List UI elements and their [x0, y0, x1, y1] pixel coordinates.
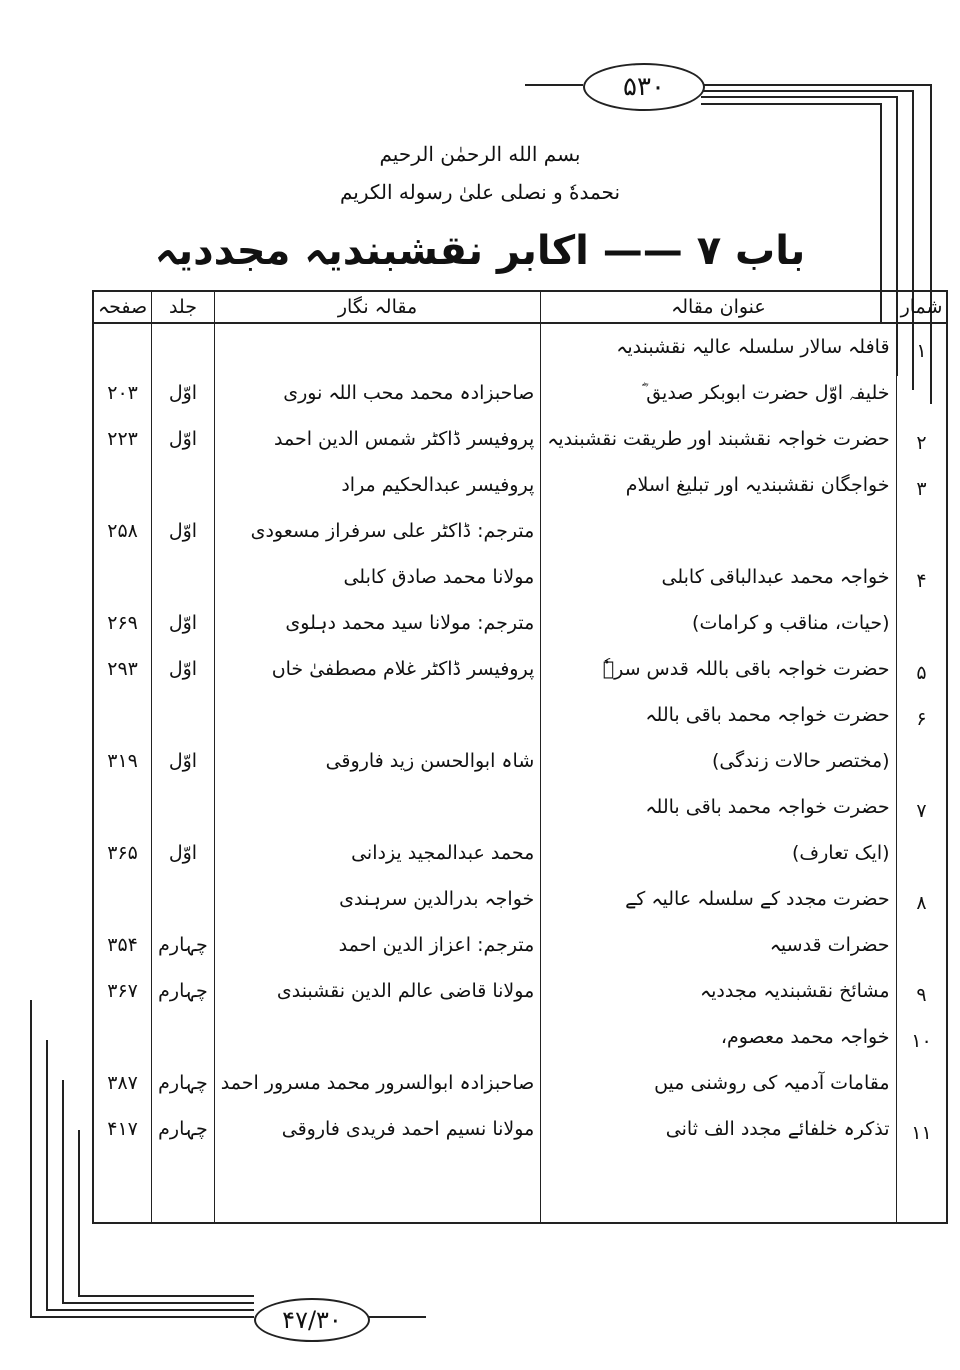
- frame-line: [78, 1295, 254, 1297]
- title-line: خلیفہ اوّل حضرت ابوبکر صدیق ؓ: [641, 382, 890, 404]
- filler-cell: [152, 1152, 215, 1223]
- row-title: [541, 968, 896, 1014]
- row-volume: [152, 416, 215, 462]
- title-line: (حیات، مناقب و کرامات): [692, 612, 890, 634]
- row-number-text: ۶: [916, 708, 927, 730]
- row-page: [93, 876, 152, 968]
- volume-text: چہارم: [158, 1118, 208, 1140]
- table-row: [93, 1014, 947, 1106]
- row-title: [541, 416, 896, 462]
- row-title: [541, 784, 896, 876]
- title-line: حضرت خواجہ محمد باقی باللہ: [645, 704, 890, 726]
- header-title: عنوان مقالہ: [541, 291, 896, 323]
- volume-text: چہارم: [158, 1072, 208, 1094]
- row-volume: [152, 646, 215, 692]
- row-number: [896, 784, 947, 876]
- page-number-bottom: ۴۷/۳۰: [254, 1298, 370, 1342]
- row-page: [93, 554, 152, 646]
- row-author: [214, 462, 541, 554]
- row-page: [93, 1014, 152, 1106]
- page-text: ۳۶۵: [107, 842, 138, 864]
- row-volume: [152, 554, 215, 646]
- row-page: [93, 1106, 152, 1152]
- frame-line: [30, 1316, 254, 1318]
- page-number-top: ۵۳۰: [583, 63, 705, 111]
- row-author: [214, 968, 541, 1014]
- page-text: ۳۸۷: [107, 1072, 138, 1094]
- table-row: [93, 876, 947, 968]
- row-number: [896, 1014, 947, 1106]
- page-text: ۲۰۳: [107, 382, 138, 404]
- title-line: حضرت خواجہ محمد باقی باللہ: [645, 796, 890, 818]
- contents-table: [92, 290, 948, 1224]
- row-volume: [152, 1014, 215, 1106]
- page-text: ۲۶۹: [107, 612, 138, 634]
- row-author: [214, 784, 541, 876]
- author-line: مترجم: مولانا سید محمد دہلوی: [285, 612, 535, 634]
- title-line: [547, 508, 889, 554]
- frame-line: [62, 1080, 64, 1303]
- row-page: [93, 646, 152, 692]
- header-volume: جلد: [152, 291, 215, 323]
- row-volume: [152, 323, 215, 416]
- author-line: مترجم: اعزاز الدین احمد: [338, 934, 535, 956]
- row-number: [896, 462, 947, 554]
- row-number: [896, 968, 947, 1014]
- row-volume: [152, 968, 215, 1014]
- row-number-text: ۲: [916, 432, 927, 454]
- row-title: [541, 876, 896, 968]
- filler-cell: [541, 1152, 896, 1223]
- row-volume: [152, 1106, 215, 1152]
- page-text: ۴۱۷: [107, 1118, 138, 1140]
- title-line: حضرات قدسیہ: [769, 934, 890, 956]
- author-line: [221, 1014, 535, 1060]
- frame-line: [701, 96, 897, 98]
- table-row: [93, 554, 947, 646]
- volume-text: اوّل: [168, 612, 198, 634]
- row-number: [896, 1106, 947, 1152]
- row-page: [93, 968, 152, 1014]
- row-number: [896, 692, 947, 784]
- title-line: مشائخ نقشبندیہ مجددیہ: [700, 980, 890, 1002]
- frame-line: [701, 90, 913, 92]
- row-volume: [152, 692, 215, 784]
- volume-text: اوّل: [168, 658, 198, 680]
- author-line: مولانا محمد صادق کابلی: [343, 566, 535, 588]
- row-volume: [152, 876, 215, 968]
- frame-line: [78, 1130, 80, 1296]
- author-line: مترجم: ڈاکٹر علی سرفراز مسعودی: [250, 520, 535, 542]
- title-line: حضرت خواجہ نقشبند اور طریقت نقشبندیہ: [547, 428, 890, 450]
- chapter-title: باب ۷ —— اکابر نقشبندیہ مجددیہ: [154, 228, 806, 274]
- page-text: ۳۶۷: [107, 980, 138, 1002]
- author-line: صاحبزادہ محمد محب اللہ نوری: [283, 382, 535, 404]
- volume-text: اوّل: [168, 750, 198, 772]
- row-number-text: ۷: [916, 800, 927, 822]
- filler-cell: [93, 1152, 152, 1223]
- row-page: [93, 692, 152, 784]
- row-title: [541, 323, 896, 416]
- row-title: [541, 1106, 896, 1152]
- author-line: پروفیسر ڈاکٹر غلام مصطفیٰ خاں: [271, 658, 535, 680]
- row-number: [896, 323, 947, 416]
- author-line: خواجہ بدرالدین سرہندی: [339, 888, 535, 910]
- row-author: [214, 1106, 541, 1152]
- row-author: [214, 646, 541, 692]
- hamdala: نحمدهٗ و نصلی علیٰ رسوله الکریم: [339, 180, 621, 204]
- author-line: شاہ ابوالحسن زید فاروقی: [325, 750, 535, 772]
- row-page: [93, 323, 152, 416]
- volume-text: چہارم: [158, 980, 208, 1002]
- bismillah: بسم الله الرحمٰن الرحیم: [379, 142, 581, 166]
- page-text: ۲۲۳: [107, 428, 138, 450]
- row-number: [896, 876, 947, 968]
- row-author: [214, 416, 541, 462]
- filler-cell: [896, 1152, 947, 1223]
- table-row: [93, 462, 947, 554]
- page-text: ۲۹۳: [107, 658, 138, 680]
- title-line: مقامات آدمیہ کی روشنی میں: [654, 1072, 890, 1094]
- frame-line: [30, 1000, 32, 1317]
- page-text: ۲۵۸: [107, 520, 138, 542]
- frame-line: [46, 1040, 48, 1310]
- frame-line: [701, 103, 881, 105]
- author-line: مولانا قاضی عالم الدین نقشبندی: [276, 980, 535, 1002]
- frame-line: [701, 84, 931, 86]
- author-line: پروفیسر عبدالحکیم مراد: [341, 474, 535, 496]
- row-title: [541, 554, 896, 646]
- title-line: (مختصر حالات زندگی): [711, 750, 890, 772]
- row-number-text: ۹: [916, 984, 927, 1006]
- row-number: [896, 554, 947, 646]
- row-author: [214, 876, 541, 968]
- row-number-text: ۸: [916, 892, 927, 914]
- row-page: [93, 784, 152, 876]
- title-line: حضرت خواجہ باقی باللہ قدس سرہٗ: [602, 658, 890, 680]
- title-line: حضرت مجدد کے سلسلہ عالیہ کے: [625, 888, 890, 910]
- header-page: صفحہ: [93, 291, 152, 323]
- row-page: [93, 416, 152, 462]
- author-line: مولانا نسیم احمد فریدی فاروقی: [281, 1118, 535, 1140]
- row-page: [93, 462, 152, 554]
- volume-text: چہارم: [158, 934, 208, 956]
- row-author: [214, 554, 541, 646]
- header-author: مقالہ نگار: [214, 291, 541, 323]
- row-number-text: ۱۰: [911, 1030, 932, 1052]
- page-text: ۳۱۹: [107, 750, 138, 772]
- row-volume: [152, 462, 215, 554]
- row-number-text: ۱۱: [911, 1122, 932, 1144]
- table-row: [93, 692, 947, 784]
- title-line: تذکرہ خلفائے مجدد الف ثانی: [665, 1118, 890, 1140]
- table-header-row: [93, 291, 947, 323]
- title-line: خواجہ محمد عبدالباقی کابلی: [661, 566, 890, 588]
- author-line: پروفیسر ڈاکٹر شمس الدین احمد: [274, 428, 535, 450]
- row-title: [541, 692, 896, 784]
- frame-line: [46, 1309, 254, 1311]
- row-number-text: ۴: [916, 570, 927, 592]
- row-author: [214, 323, 541, 416]
- author-line: [221, 692, 535, 738]
- author-line: صاحبزادہ ابوالسرور محمد مسرور احمد: [220, 1072, 535, 1094]
- row-number-text: ۵: [916, 662, 927, 684]
- row-author: [214, 1014, 541, 1106]
- row-number-text: ۱: [916, 340, 927, 362]
- page-text: ۳۵۴: [107, 934, 138, 956]
- row-title: [541, 462, 896, 554]
- table-row: [93, 323, 947, 416]
- table-row: [93, 416, 947, 462]
- row-number: [896, 646, 947, 692]
- table-row: [93, 968, 947, 1014]
- volume-text: اوّل: [168, 842, 198, 864]
- row-author: [214, 692, 541, 784]
- table-row: [93, 1106, 947, 1152]
- row-number-text: ۳: [916, 478, 927, 500]
- volume-text: اوّل: [168, 520, 198, 542]
- author-line: [221, 784, 535, 830]
- filler-cell: [214, 1152, 541, 1223]
- title-line: قافلہ سالار سلسلہ عالیہ نقشبندیہ: [616, 336, 890, 358]
- volume-text: اوّل: [168, 428, 198, 450]
- title-line: خواجگان نقشبندیہ اور تبلیغ اسلام: [625, 474, 890, 496]
- table-filler: [93, 1152, 947, 1223]
- table-row: [93, 784, 947, 876]
- volume-text: اوّل: [168, 382, 198, 404]
- row-volume: [152, 784, 215, 876]
- title-line: (ایک تعارف): [792, 842, 890, 864]
- row-title: [541, 1014, 896, 1106]
- author-line: [221, 324, 535, 370]
- header-number: شمار: [896, 291, 947, 323]
- row-number: [896, 416, 947, 462]
- title-line: خواجہ محمد معصوم،: [720, 1026, 890, 1048]
- author-line: محمد عبدالمجید یزدانی: [351, 842, 535, 864]
- frame-line: [525, 84, 583, 86]
- frame-line: [62, 1302, 254, 1304]
- frame-line: [366, 1316, 426, 1318]
- row-title: [541, 646, 896, 692]
- table-row: [93, 646, 947, 692]
